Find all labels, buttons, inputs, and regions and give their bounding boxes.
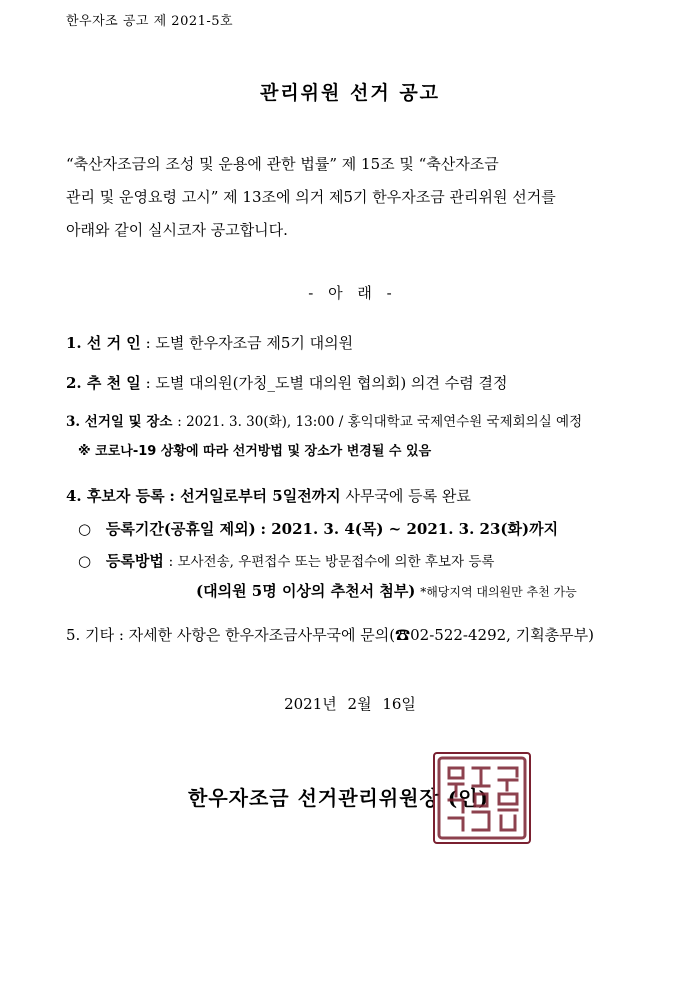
registration-method: [78, 550, 494, 571]
intro-line: 아래와 같이 실시코자 공고합니다.: [66, 221, 288, 239]
item-candidate-registration: [66, 485, 471, 506]
item-text: 사무국에 등록 완료: [345, 487, 471, 505]
sub-label: 등록방법: [105, 552, 164, 570]
official-seal-stamp: [433, 752, 531, 844]
item-label: 3. 선거일 및 장소: [66, 414, 173, 430]
circle-bullet-icon: ○: [78, 552, 92, 570]
item-etc: [66, 624, 594, 645]
item-label: 4. 후보자 등록: [66, 487, 165, 505]
item-text: : 2021. 3. 30(화), 13:00 / 홍익대학교 국제연수원 국제회의실 예정: [177, 414, 583, 430]
item-voters: [66, 332, 353, 353]
sub-note-bold: (대의원 5명 이상의 추천서 첨부): [196, 582, 416, 600]
sub-label: 등록기간(공휴일 제외): [105, 520, 256, 538]
sub-text: : 모사전송, 우편접수 또는 방문접수에 의한 후보자 등록: [168, 554, 495, 570]
registration-period: [78, 518, 558, 539]
page-title: 관리위원 선거 공고: [259, 82, 441, 104]
sub-note-small: *해당지역 대의원만 추천 가능: [420, 585, 577, 599]
intro-paragraph: [66, 148, 646, 247]
announcement-date: 2021년 2월 16일: [284, 695, 416, 713]
item-text: : 도별 대의원(가칭_도별 대의원 협의회) 의견 수렴 결정: [145, 374, 508, 392]
covid-notice: ※ 코로나-19 상황에 따라 선거방법 및 장소가 변경될 수 있음: [78, 444, 432, 459]
sub-text: : 2021. 3. 4(목) ~ 2021. 3. 23(화)까지: [260, 520, 559, 538]
registration-method-note: [196, 580, 577, 601]
signer-name: 한우자조금 선거관리위원장 (인): [188, 786, 490, 810]
circle-bullet-icon: ○: [78, 520, 92, 538]
item-text-bold: : 선거일로부터 5일전까지: [169, 487, 341, 505]
intro-line: 관리 및 운영요령 고시” 제 13조에 의거 제5기 한우자조금 관리위원 선거를: [66, 188, 556, 206]
item-label: 2. 추 천 일: [66, 374, 141, 392]
seal-icon: [435, 754, 529, 842]
intro-line: “축산자조금의 조성 및 운용에 관한 법률” 제 15조 및 “축산자조금: [66, 155, 499, 173]
item-recommend-date: [66, 372, 508, 393]
doc-number: 한우자조 공고 제 2021-5호: [66, 14, 234, 29]
arae-heading: - 아 래 -: [308, 284, 392, 302]
item-election-date-place: [66, 410, 582, 430]
item-text: : 도별 한우자조금 제5기 대의원: [145, 334, 354, 352]
item-label: 1. 선 거 인: [66, 334, 141, 352]
item-text: 5. 기타 : 자세한 사항은 한우자조금사무국에 문의(☎02-522-4292, 기획총무부): [66, 626, 595, 644]
